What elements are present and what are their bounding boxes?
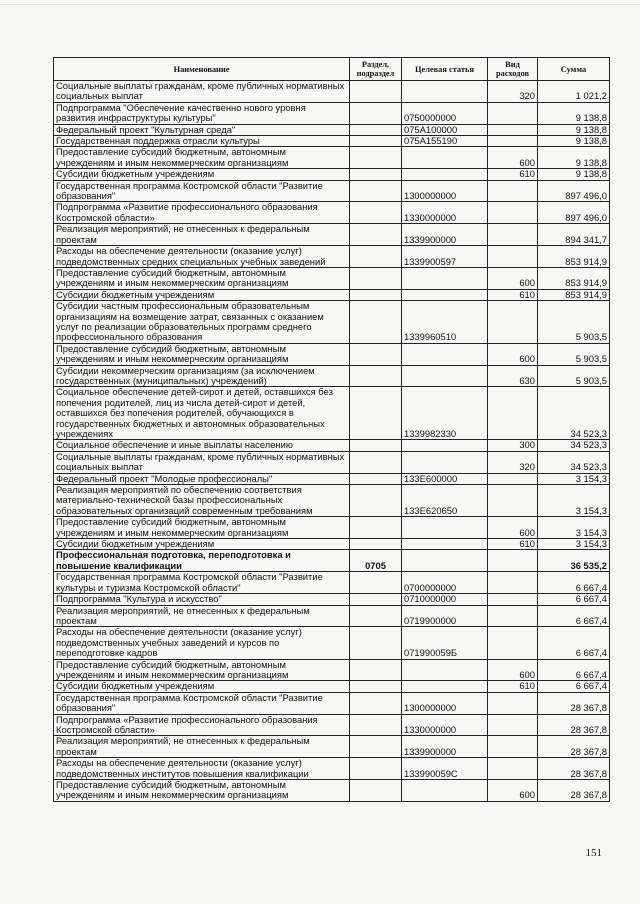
row-name-cell: Социальные выплаты гражданам, кроме публичных нормативных социальных выплат: [54, 451, 350, 473]
table-row: [54, 289, 610, 300]
row-razdel-cell: [350, 102, 402, 124]
row-vid-cell: 320: [488, 451, 538, 473]
row-celevaya-cell: [402, 681, 488, 692]
row-razdel-cell: [350, 387, 402, 440]
row-celevaya-cell: 1300000000: [402, 692, 488, 714]
table-row: [54, 180, 610, 202]
row-razdel-cell: [350, 517, 402, 539]
row-razdel-cell: [350, 758, 402, 780]
row-vid-cell: [488, 736, 538, 758]
row-summa-cell: 28 367,8: [538, 780, 610, 802]
row-vid-cell: [488, 180, 538, 202]
row-name-cell: Субсидии бюджетным учреждениям: [54, 539, 350, 550]
row-celevaya-cell: [402, 169, 488, 180]
row-name-cell: Субсидии частным профессиональным образовательным организациям на возмещение затрат, связанных с оказанием услуг по реализации образовательных программ среднего профессионального образования: [54, 301, 350, 344]
row-summa-cell: 9 138,8: [538, 169, 610, 180]
row-name-cell: Предоставление субсидий бюджетным, автономным учреждениям и иным некоммерческим организациям: [54, 147, 350, 169]
row-summa-cell: 9 138,8: [538, 147, 610, 169]
table-row: [54, 714, 610, 736]
row-celevaya-cell: [402, 343, 488, 365]
row-vid-cell: [488, 758, 538, 780]
row-summa-cell: 28 367,8: [538, 758, 610, 780]
table-row: [54, 758, 610, 780]
row-razdel-cell: [350, 681, 402, 692]
row-summa-cell: 34 523,3: [538, 440, 610, 451]
row-celevaya-cell: 1330000000: [402, 714, 488, 736]
row-celevaya-cell: 133990059С: [402, 758, 488, 780]
row-razdel-cell: [350, 202, 402, 224]
row-summa-cell: 9 138,8: [538, 124, 610, 135]
row-razdel-cell: [350, 301, 402, 344]
row-name-cell: Государственная программа Костромской области "Развитие образования": [54, 180, 350, 202]
row-vid-cell: 600: [488, 267, 538, 289]
table-body: [54, 81, 610, 802]
row-vid-cell: [488, 387, 538, 440]
row-celevaya-cell: [402, 550, 488, 572]
row-vid-cell: [488, 301, 538, 344]
row-razdel-cell: [350, 473, 402, 484]
row-razdel-cell: [350, 780, 402, 802]
row-celevaya-cell: 075A100000: [402, 124, 488, 135]
row-name-cell: Подпрограмма «Развитие профессионального образования Костромской области»: [54, 714, 350, 736]
row-summa-cell: 28 367,8: [538, 692, 610, 714]
row-celevaya-cell: 133E620650: [402, 485, 488, 517]
table-row: [54, 692, 610, 714]
row-name-cell: Подпрограмма "Культура и искусство": [54, 594, 350, 605]
row-vid-cell: 600: [488, 147, 538, 169]
row-vid-cell: [488, 224, 538, 246]
table-row: [54, 550, 610, 572]
row-vid-cell: [488, 594, 538, 605]
row-name-cell: Подпрограмма «Развитие профессионального образования Костромской области»: [54, 202, 350, 224]
row-razdel-cell: [350, 147, 402, 169]
row-vid-cell: 600: [488, 659, 538, 681]
table-row: [54, 387, 610, 440]
table-row: [54, 102, 610, 124]
row-vid-cell: [488, 124, 538, 135]
row-name-cell: Социальное обеспечение детей-сирот и детей, оставшихся без попечения родителей, лиц из числа детей-сирот и детей, оставшихся без попечения родителей, обучающихся в государственных бюджетных и автономных образовательных учреждениях: [54, 387, 350, 440]
row-razdel-cell: [350, 224, 402, 246]
row-celevaya-cell: [402, 365, 488, 387]
row-celevaya-cell: 0719900000: [402, 605, 488, 627]
row-summa-cell: 6 667,4: [538, 594, 610, 605]
row-vid-cell: [488, 485, 538, 517]
row-vid-cell: [488, 605, 538, 627]
row-name-cell: Государственная программа Костромской области "Развитие образования": [54, 692, 350, 714]
row-name-cell: Реализация мероприятий, не отнесенных к федеральным проектам: [54, 224, 350, 246]
table-row: [54, 301, 610, 344]
table-row: [54, 267, 610, 289]
row-name-cell: Расходы на обеспечение деятельности (оказание услуг) подведомственных учебных заведений и курсов по переподготовке кадров: [54, 627, 350, 659]
row-celevaya-cell: 1339960510: [402, 301, 488, 344]
table-row: [54, 780, 610, 802]
row-name-cell: Государственная программа Костромской области "Развитие культуры и туризма Костромской области": [54, 572, 350, 594]
row-razdel-cell: [350, 627, 402, 659]
row-razdel-cell: [350, 736, 402, 758]
row-razdel-cell: [350, 365, 402, 387]
row-summa-cell: 36 535,2: [538, 550, 610, 572]
row-vid-cell: 600: [488, 343, 538, 365]
row-vid-cell: 300: [488, 440, 538, 451]
row-celevaya-cell: [402, 440, 488, 451]
row-celevaya-cell: 1339900000: [402, 736, 488, 758]
row-name-cell: Предоставление субсидий бюджетным, автономным учреждениям и иным некоммерческим организациям: [54, 780, 350, 802]
row-celevaya-cell: 1339900000: [402, 224, 488, 246]
row-razdel-cell: 0705: [350, 550, 402, 572]
row-razdel-cell: [350, 169, 402, 180]
row-name-cell: Реализация мероприятий, не отнесенных к федеральным проектам: [54, 736, 350, 758]
row-summa-cell: 894 341,7: [538, 224, 610, 246]
row-summa-cell: 853 914,9: [538, 289, 610, 300]
row-vid-cell: 630: [488, 365, 538, 387]
row-celevaya-cell: [402, 517, 488, 539]
table-header-row: [54, 58, 610, 81]
row-razdel-cell: [350, 539, 402, 550]
row-summa-cell: 9 138,8: [538, 136, 610, 147]
row-razdel-cell: [350, 451, 402, 473]
row-celevaya-cell: [402, 267, 488, 289]
row-celevaya-cell: 1300000000: [402, 180, 488, 202]
row-celevaya-cell: 075A155190: [402, 136, 488, 147]
row-summa-cell: 6 667,4: [538, 627, 610, 659]
row-celevaya-cell: 0750000000: [402, 102, 488, 124]
row-summa-cell: 6 667,4: [538, 605, 610, 627]
row-celevaya-cell: [402, 451, 488, 473]
row-vid-cell: 610: [488, 681, 538, 692]
table-row: [54, 440, 610, 451]
row-celevaya-cell: 0710000000: [402, 594, 488, 605]
row-vid-cell: [488, 102, 538, 124]
row-razdel-cell: [350, 440, 402, 451]
row-summa-cell: 34 523,3: [538, 451, 610, 473]
header-razdel: Раздел, подраздел: [350, 58, 402, 81]
table-row: [54, 627, 610, 659]
table-row: [54, 246, 610, 268]
table-row: [54, 572, 610, 594]
row-name-cell: Предоставление субсидий бюджетным, автономным учреждениям и иным некоммерческим организациям: [54, 267, 350, 289]
row-razdel-cell: [350, 692, 402, 714]
header-celevaya: Целевая статья: [402, 58, 488, 81]
row-summa-cell: 6 667,4: [538, 659, 610, 681]
row-name-cell: Предоставление субсидий бюджетным, автономным учреждениям и иным некоммерческим организациям: [54, 517, 350, 539]
row-celevaya-cell: [402, 81, 488, 103]
row-razdel-cell: [350, 343, 402, 365]
row-summa-cell: 28 367,8: [538, 736, 610, 758]
row-name-cell: Субсидии некоммерческим организациям (за исключением государственных (муниципальных) учреждений): [54, 365, 350, 387]
row-celevaya-cell: 1339900597: [402, 246, 488, 268]
row-vid-cell: [488, 550, 538, 572]
row-name-cell: Субсидии бюджетным учреждениям: [54, 289, 350, 300]
row-name-cell: Предоставление субсидий бюджетным, автономным учреждениям и иным некоммерческим организациям: [54, 659, 350, 681]
row-razdel-cell: [350, 267, 402, 289]
page-number: 151: [585, 847, 602, 859]
row-vid-cell: [488, 136, 538, 147]
row-summa-cell: 853 914,9: [538, 246, 610, 268]
table-row: [54, 343, 610, 365]
row-celevaya-cell: [402, 147, 488, 169]
row-name-cell: Реализация мероприятий, не отнесенных к федеральным проектам: [54, 605, 350, 627]
row-celevaya-cell: 0700000000: [402, 572, 488, 594]
row-vid-cell: [488, 473, 538, 484]
row-name-cell: Подпрограмма "Обеспечение качественно нового уровня развития инфраструктуры культуры": [54, 102, 350, 124]
table-row: [54, 736, 610, 758]
row-summa-cell: 3 154,3: [538, 517, 610, 539]
scan-artifact-line: [0, 4, 640, 5]
row-name-cell: Социальное обеспечение и иные выплаты населению: [54, 440, 350, 451]
row-razdel-cell: [350, 714, 402, 736]
row-name-cell: Социальные выплаты гражданам, кроме публичных нормативных социальных выплат: [54, 81, 350, 103]
table-row: [54, 365, 610, 387]
row-celevaya-cell: [402, 780, 488, 802]
row-vid-cell: [488, 572, 538, 594]
row-razdel-cell: [350, 572, 402, 594]
row-vid-cell: [488, 246, 538, 268]
header-vid: Вид расходов: [488, 58, 538, 81]
row-name-cell: Субсидии бюджетным учреждениям: [54, 681, 350, 692]
row-summa-cell: 5 903,5: [538, 365, 610, 387]
row-vid-cell: 610: [488, 539, 538, 550]
row-summa-cell: 9 138,8: [538, 102, 610, 124]
row-celevaya-cell: [402, 539, 488, 550]
table-row: [54, 81, 610, 103]
table-row: [54, 136, 610, 147]
row-name-cell: Предоставление субсидий бюджетным, автономным учреждениям и иным некоммерческим организациям: [54, 343, 350, 365]
header-name: Наименование: [54, 58, 350, 81]
row-summa-cell: 3 154,3: [538, 473, 610, 484]
row-summa-cell: 6 667,4: [538, 572, 610, 594]
row-summa-cell: 897 496,0: [538, 202, 610, 224]
row-summa-cell: 1 021,2: [538, 81, 610, 103]
row-name-cell: Федеральный проект "Культурная среда": [54, 124, 350, 135]
row-summa-cell: 5 903,5: [538, 301, 610, 344]
row-celevaya-cell: [402, 289, 488, 300]
row-summa-cell: 3 154,3: [538, 485, 610, 517]
row-vid-cell: 600: [488, 780, 538, 802]
row-razdel-cell: [350, 594, 402, 605]
row-celevaya-cell: 071990059Б: [402, 627, 488, 659]
row-vid-cell: [488, 714, 538, 736]
row-vid-cell: 320: [488, 81, 538, 103]
row-razdel-cell: [350, 289, 402, 300]
row-celevaya-cell: 1339982330: [402, 387, 488, 440]
row-summa-cell: 6 667,4: [538, 681, 610, 692]
row-summa-cell: 3 154,3: [538, 539, 610, 550]
row-vid-cell: [488, 692, 538, 714]
table-row: [54, 659, 610, 681]
row-vid-cell: 600: [488, 517, 538, 539]
row-razdel-cell: [350, 659, 402, 681]
row-summa-cell: 897 496,0: [538, 180, 610, 202]
row-name-cell: Профессиональная подготовка, переподготовка и повышение квалификации: [54, 550, 350, 572]
table-row: [54, 594, 610, 605]
table-row: [54, 539, 610, 550]
row-summa-cell: 5 903,5: [538, 343, 610, 365]
table-row: [54, 451, 610, 473]
table-row: [54, 169, 610, 180]
row-razdel-cell: [350, 136, 402, 147]
row-celevaya-cell: 133E600000: [402, 473, 488, 484]
row-vid-cell: [488, 627, 538, 659]
row-vid-cell: 610: [488, 289, 538, 300]
row-name-cell: Государственная поддержка отрасли культуры: [54, 136, 350, 147]
row-celevaya-cell: 1330000000: [402, 202, 488, 224]
row-summa-cell: 28 367,8: [538, 714, 610, 736]
row-name-cell: Федеральный проект "Молодые профессионалы": [54, 473, 350, 484]
table-row: [54, 124, 610, 135]
table-row: [54, 681, 610, 692]
document-page: [53, 57, 609, 802]
header-summa: Сумма: [538, 58, 610, 81]
table-row: [54, 485, 610, 517]
row-vid-cell: [488, 202, 538, 224]
row-name-cell: Реализация мероприятий по обеспечению соответствия материально-технической базы профессиональных образовательных организаций современным требованиям: [54, 485, 350, 517]
row-razdel-cell: [350, 485, 402, 517]
row-vid-cell: 610: [488, 169, 538, 180]
row-name-cell: Расходы на обеспечение деятельности (оказание услуг) подведомственных средних специальных учебных заведений: [54, 246, 350, 268]
table-row: [54, 224, 610, 246]
row-celevaya-cell: [402, 659, 488, 681]
table-row: [54, 147, 610, 169]
row-name-cell: Субсидии бюджетным учреждениям: [54, 169, 350, 180]
row-summa-cell: 34 523,3: [538, 387, 610, 440]
row-razdel-cell: [350, 81, 402, 103]
row-razdel-cell: [350, 246, 402, 268]
table-row: [54, 202, 610, 224]
table-row: [54, 473, 610, 484]
table-row: [54, 517, 610, 539]
row-name-cell: Расходы на обеспечение деятельности (оказание услуг) подведомственных институтов повышения квалификации: [54, 758, 350, 780]
row-razdel-cell: [350, 180, 402, 202]
row-razdel-cell: [350, 605, 402, 627]
row-summa-cell: 853 914,9: [538, 267, 610, 289]
budget-table: [53, 57, 610, 802]
row-razdel-cell: [350, 124, 402, 135]
table-row: [54, 605, 610, 627]
